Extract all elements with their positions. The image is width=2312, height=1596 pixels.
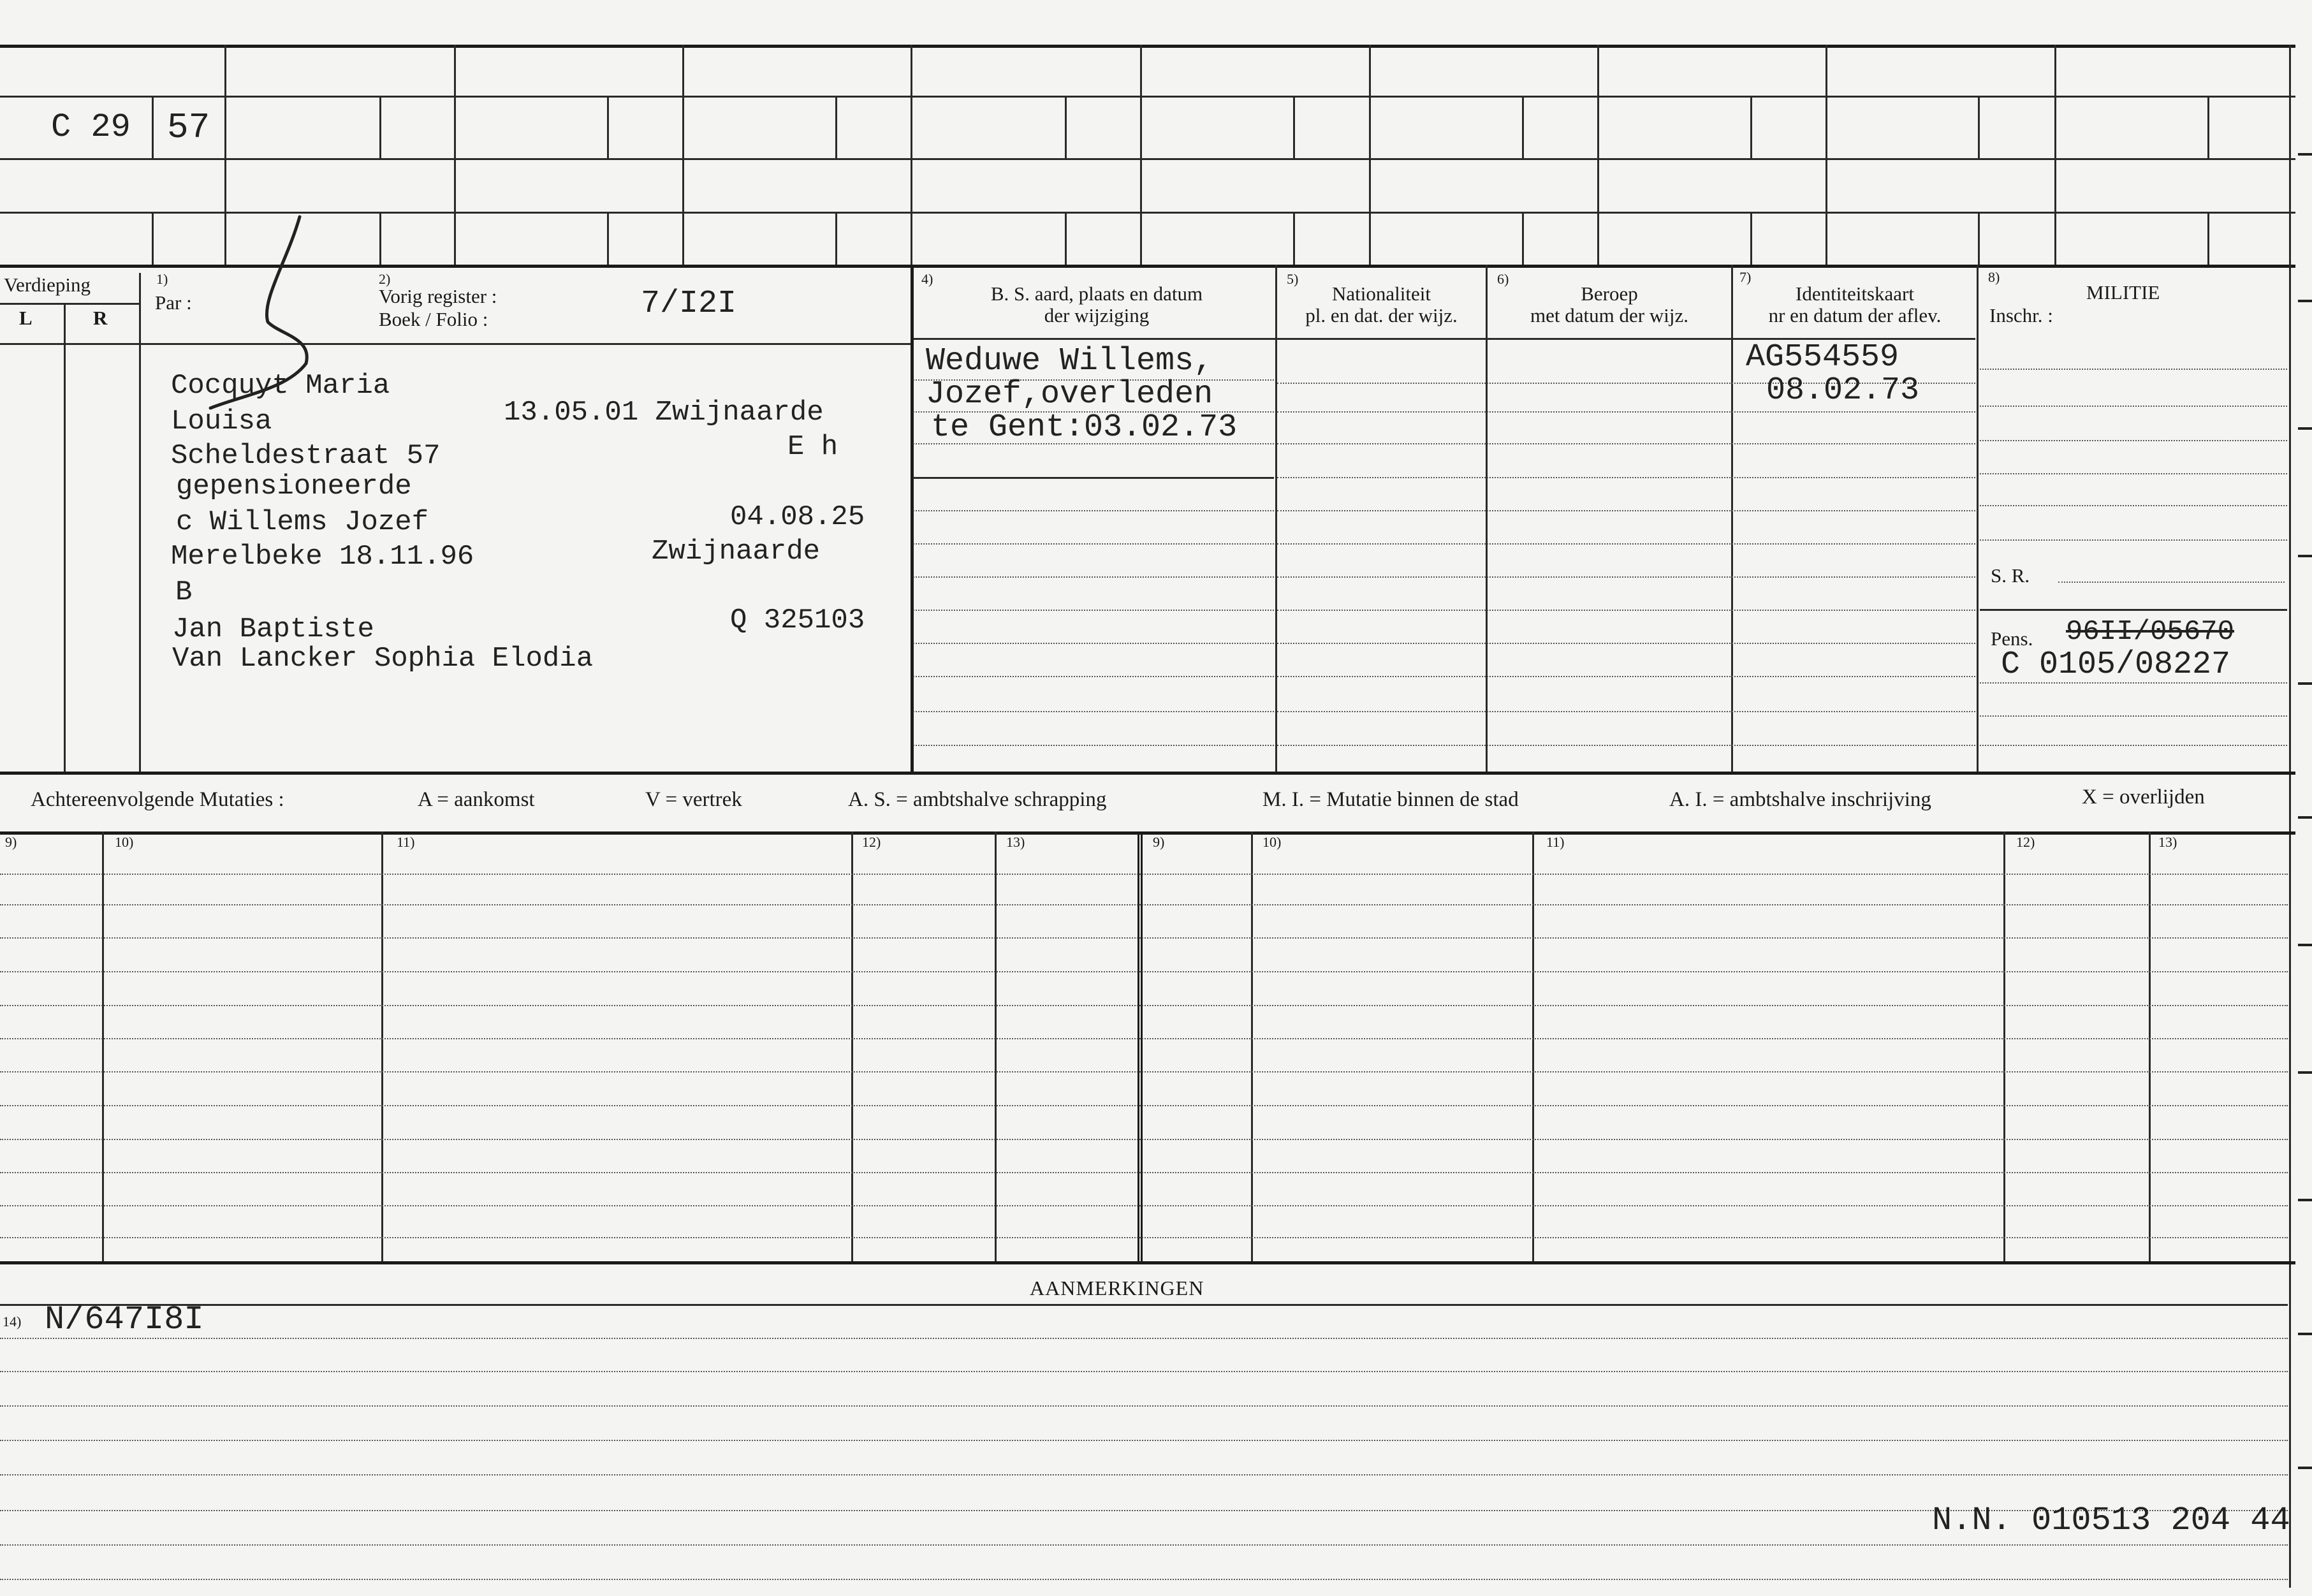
person-profession: gepensioneerde [176, 471, 412, 502]
bs-line1: Weduwe Willems, [926, 343, 1213, 379]
bs-header-line1: B. S. aard, plaats en datum [990, 282, 1203, 305]
top-grid-minor [1522, 96, 1524, 158]
top-grid-minor [1522, 212, 1524, 265]
field-number: 1) [156, 271, 168, 287]
bs-rule [913, 643, 1274, 644]
bs-rule [913, 477, 1274, 479]
sr-rule [2058, 582, 2285, 583]
main-col [911, 265, 914, 772]
mutatie-rule [0, 1005, 2288, 1006]
person-father: Jan Baptiste [172, 613, 374, 645]
edge-tick [2298, 300, 2312, 302]
mutatie-rule [0, 971, 2288, 972]
rule [1277, 477, 1975, 478]
nat-header-line1: Nationaliteit [1332, 282, 1431, 305]
r-label: R [93, 307, 108, 329]
mutatie-x: X = overlijden [2082, 786, 2205, 809]
top-grid-minor [1065, 96, 1067, 158]
mutatie-col [851, 831, 853, 1261]
edge-tick [2298, 944, 2312, 946]
militie-rule [1980, 406, 2287, 407]
id-card-date: 08.02.73 [1766, 372, 1920, 409]
mutatie-col-number: 11) [397, 834, 415, 850]
field-number: 7) [1739, 269, 1752, 285]
mutaties-top [0, 772, 2295, 775]
main-col [1977, 265, 1979, 772]
top-grid-col [1597, 45, 1599, 265]
person-marriage-date: 04.08.25 [730, 501, 865, 533]
mutatie-v: V = vertrek [645, 788, 742, 811]
rule [1277, 543, 1975, 545]
verdieping-divider [0, 303, 139, 305]
rule [1277, 643, 1975, 644]
bs-rule [913, 543, 1274, 545]
aanmerkingen-divider [0, 1304, 2288, 1306]
field-number: 2) [379, 271, 391, 287]
aanmerkingen-rule [0, 1371, 2288, 1372]
rule [1277, 576, 1975, 578]
top-grid-minor [379, 96, 381, 158]
top-grid-col [1140, 45, 1142, 265]
edge-tick [2298, 153, 2312, 156]
mutaties-grid-top [0, 831, 2295, 835]
top-grid-minor [1750, 96, 1752, 158]
pens-old: 96II/05670 [2066, 616, 2235, 648]
code-a: C 29 [51, 108, 131, 146]
top-grid-minor [1065, 212, 1067, 265]
field-number: 14) [3, 1314, 22, 1329]
bs-rule [913, 510, 1274, 511]
pens-new: C 0105/08227 [2001, 647, 2231, 683]
mutatie-col-number: 11) [1546, 834, 1565, 850]
mutatie-col-number: 10) [115, 834, 134, 850]
top-grid-minor [2207, 212, 2209, 265]
mutatie-rule [0, 1205, 2288, 1206]
top-grid-line [0, 96, 2295, 98]
bs-rule [913, 610, 1274, 611]
bs-rule [913, 745, 1274, 746]
beroep-header-line2: met datum der wijz. [1530, 304, 1688, 327]
edge-tick [2298, 1199, 2312, 1201]
nationaliteit-header [1277, 283, 1486, 326]
edge-tick [2298, 555, 2312, 557]
main-col [1731, 265, 1733, 772]
aanmerkingen-rule [0, 1474, 2288, 1475]
mutatie-col [2149, 831, 2151, 1261]
top-grid-minor [607, 96, 609, 158]
top-grid-minor [835, 96, 837, 158]
field-number: 4) [921, 271, 933, 287]
top-grid-minor [607, 212, 609, 265]
rule [1277, 510, 1975, 511]
person-firstname: Louisa [171, 406, 272, 437]
top-grid-minor [835, 212, 837, 265]
main-col [139, 273, 141, 772]
aanmerkingen-note: N/647I8I [45, 1301, 204, 1338]
top-grid-minor [1750, 212, 1752, 265]
mutatie-col-number: 10) [1262, 834, 1282, 850]
rule [1277, 610, 1975, 611]
mutatie-col [1138, 831, 1143, 1261]
aanmerkingen-rule [0, 1405, 2288, 1407]
rule [1277, 411, 1975, 413]
rule [1277, 443, 1975, 444]
top-grid-minor [1293, 212, 1295, 265]
top-grid-col [2289, 45, 2291, 1588]
top-grid-line [0, 158, 2295, 160]
mutatie-as: A. S. = ambtshalve schrapping [848, 788, 1107, 811]
mutatie-mi: M. I. = Mutatie binnen de stad [1262, 788, 1519, 811]
person-mother: Van Lancker Sophia Elodia [172, 643, 594, 675]
edge-tick [2298, 1071, 2312, 1074]
mutatie-rule [0, 1038, 2288, 1039]
mutatie-col-number: 9) [5, 834, 17, 850]
mutaties-title: Achtereenvolgende Mutaties : [31, 788, 284, 811]
bs-rule [913, 711, 1274, 712]
person-street: Scheldestraat 57 [171, 440, 441, 472]
boek-folio-label: Boek / Folio : [379, 308, 488, 330]
aanmerkingen-rule [0, 1338, 2288, 1339]
edge-tick [2298, 1467, 2312, 1469]
mutatie-rule [0, 904, 2288, 905]
person-code: Q 325103 [730, 604, 865, 636]
militie-rule [1980, 473, 2287, 474]
person-spouse: c Willems Jozef [176, 506, 429, 538]
person-marriage-place: Zwijnaarde [652, 536, 821, 567]
id-card-number: AG554559 [1746, 339, 1899, 376]
mutatie-rule [0, 1139, 2288, 1140]
top-grid-minor [1293, 96, 1295, 158]
verdieping-label: Verdieping [4, 274, 91, 296]
mutatie-col [1251, 831, 1253, 1261]
top-grid-minor [152, 212, 154, 265]
mutatie-col-number: 13) [1006, 834, 1025, 850]
mutatie-rule [0, 1172, 2288, 1173]
mutatie-col [995, 831, 997, 1261]
mutatie-ai: A. I. = ambtshalve inschrijving [1669, 788, 1931, 811]
main-col [64, 303, 66, 772]
beroep-header-line1: Beroep [1581, 282, 1638, 305]
person-birth: 13.05.01 Zwijnaarde [504, 397, 824, 428]
bs-line3: te Gent:03.02.73 [931, 409, 1238, 446]
header-bottom [0, 343, 911, 345]
bs-line2: Jozef,overleden [926, 376, 1213, 413]
top-border [0, 45, 2295, 48]
aanmerkingen-rule [0, 1579, 2288, 1580]
mutatie-rule [0, 1105, 2288, 1106]
militie-header: MILITIE [2086, 281, 2160, 304]
top-grid-col [682, 45, 684, 265]
bs-rule [913, 576, 1274, 578]
identiteitskaart-header [1733, 283, 1977, 326]
vorig-register-label: Vorig register : [379, 285, 497, 307]
top-grid-col [2054, 45, 2056, 265]
rule [1277, 745, 1975, 746]
militie-rule [1980, 745, 2287, 746]
national-number: N.N. 010513 204 44 [1932, 1502, 2290, 1539]
id-header-line2: nr en datum der aflev. [1768, 304, 1942, 327]
id-header-line1: Identiteitskaart [1796, 282, 1914, 305]
bs-header-line2: der wijziging [1044, 304, 1150, 327]
field-number: 8) [1988, 269, 2000, 285]
aanmerkingen-title: AANMERKINGEN [1030, 1277, 1204, 1299]
aanmerkingen-rule [0, 1440, 2288, 1441]
top-grid-col [911, 45, 912, 265]
sr-label: S. R. [1991, 564, 2030, 587]
main-col [1275, 265, 1277, 772]
mutatie-a: A = aankomst [418, 788, 535, 811]
mutatie-col-number: 12) [862, 834, 881, 850]
par-label: Par : [155, 291, 192, 314]
field-number: 5) [1287, 271, 1299, 287]
top-grid-minor [1978, 212, 1980, 265]
top-grid-col [454, 45, 456, 265]
mutatie-rule [0, 1237, 2288, 1238]
top-grid-col [1825, 45, 1827, 265]
person-surname: Cocquyt Maria [171, 370, 390, 402]
mutatie-col [381, 831, 383, 1261]
mutatie-col-number: 9) [1153, 834, 1165, 850]
edge-tick [2298, 682, 2312, 685]
mutatie-rule [0, 1071, 2288, 1073]
mutatie-rule [0, 874, 2288, 875]
bs-rule [913, 676, 1274, 677]
edge-tick [2298, 816, 2312, 819]
militie-rule [1980, 369, 2287, 370]
beroep-header [1488, 283, 1731, 326]
person-mark: E h [787, 431, 838, 463]
bs-header [918, 283, 1275, 326]
code-b: 57 [167, 107, 210, 148]
person-spouse-birth: Merelbeke 18.11.96 [171, 541, 474, 573]
militie-rule [1980, 609, 2287, 611]
militie-rule [1980, 440, 2287, 441]
nat-header-line2: pl. en dat. der wijz. [1305, 304, 1458, 327]
mutatie-col [1532, 831, 1534, 1261]
mutatie-col-number: 12) [2016, 834, 2035, 850]
person-b-letter: B [175, 576, 193, 608]
mutatie-col [2003, 831, 2005, 1261]
militie-rule [1980, 505, 2287, 506]
inschr-label: Inschr. : [1989, 304, 2053, 326]
top-grid-minor [379, 212, 381, 265]
rule [1277, 711, 1975, 712]
edge-tick [2298, 427, 2312, 430]
top-grid-minor [152, 96, 154, 158]
register-value: 7/I2I [641, 286, 737, 322]
top-grid-minor [2207, 96, 2209, 158]
top-grid-col [1369, 45, 1371, 265]
mutatie-rule [0, 937, 2288, 939]
mutaties-grid-bottom [0, 1261, 2295, 1264]
l-label: L [19, 307, 33, 329]
mutatie-col-number: 13) [2158, 834, 2177, 850]
edge-tick [2298, 1333, 2312, 1335]
top-grid-minor [1978, 96, 1980, 158]
aanmerkingen-rule [0, 1544, 2288, 1546]
pens-label: Pens. [1991, 627, 2033, 650]
militie-rule [1980, 715, 2287, 717]
field-number: 6) [1497, 271, 1509, 287]
rule [1277, 676, 1975, 677]
main-col [1486, 265, 1488, 772]
mutatie-col [102, 831, 104, 1261]
militie-rule [1980, 539, 2287, 541]
